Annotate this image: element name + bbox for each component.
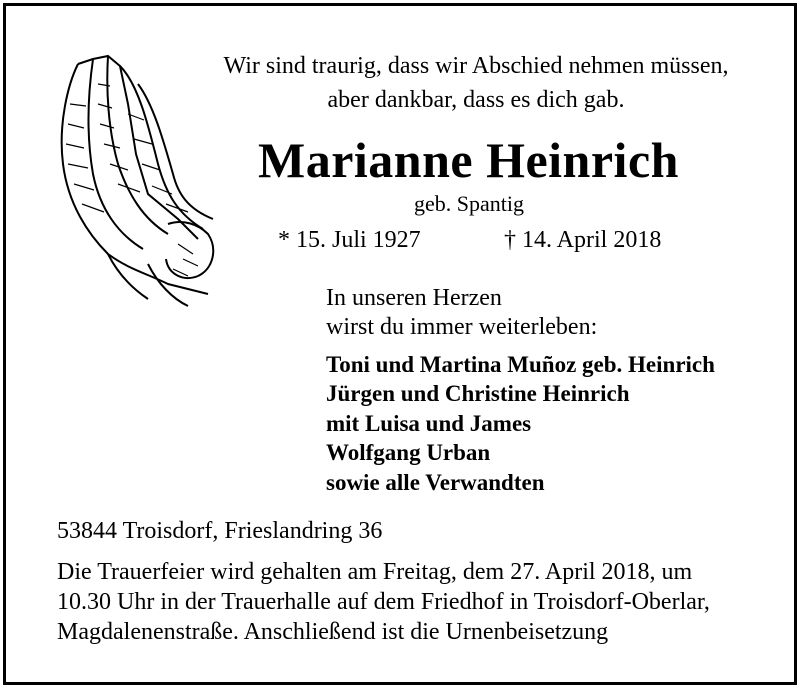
mourner-line: mit Luisa und James [326,411,532,436]
mourner-line: Toni und Martina Muñoz geb. Heinrich [326,352,715,377]
deceased-name: Marianne Heinrich [258,132,679,188]
memo-line-2: wirst du immer weiterleben: [326,314,598,340]
birth-name: geb. Spantig [414,191,524,216]
intro-line-2: aber dankbar, dass es dich gab. [327,87,625,113]
obituary-notice [3,3,797,685]
mourner-line: Wolfgang Urban [326,440,491,465]
intro-line-1: Wir sind traurig, dass wir Abschied nehmen müssen, [223,53,729,79]
address: 53844 Troisdorf, Frieslandring 36 [57,518,383,544]
memo-line-1: In unseren Herzen [326,285,502,311]
mourner-line: Jürgen und Christine Heinrich [326,381,630,406]
ceremony-line-1: Die Trauerfeier wird gehalten am Freitag, dem 27. April 2018, um [57,559,693,585]
birth-date: * 15. Juli 1927 [278,227,421,253]
ceremony-line-2: 10.30 Uhr in der Trauerhalle auf dem Friedhof in Troisdorf-Oberlar, [57,589,710,615]
mourner-line: sowie alle Verwandten [326,470,545,495]
death-date: † 14. April 2018 [504,227,662,253]
ceremony-line-3: Magdalenenstraße. Anschließend ist die Urnenbeisetzung [57,619,609,645]
